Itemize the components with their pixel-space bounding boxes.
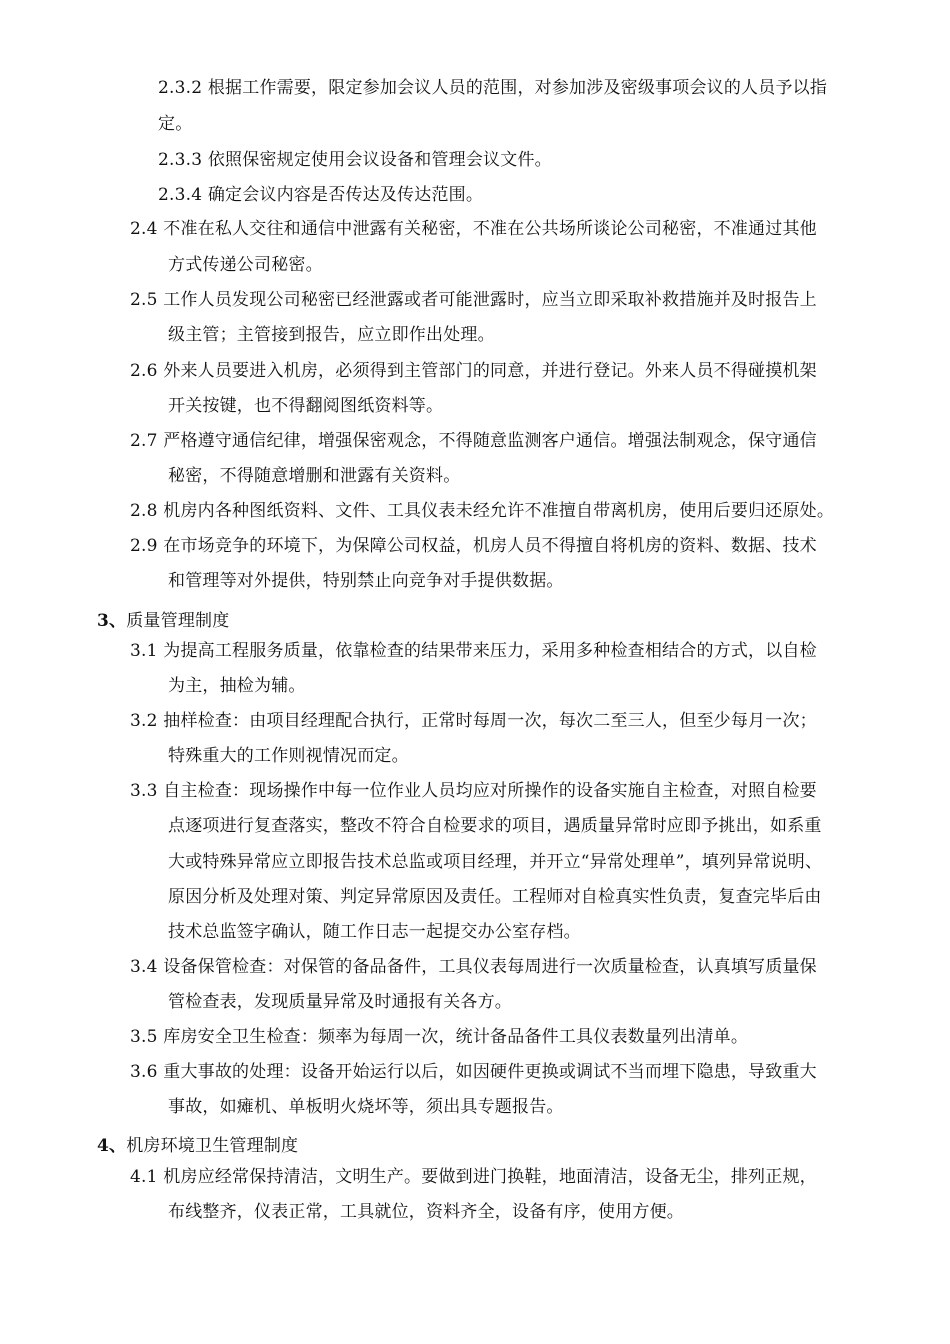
- item-2-6-line-2: 开关按键，也不得翻阅图纸资料等。: [168, 396, 444, 416]
- item-4-1-line-2: 布线整齐，仪表正常，工具就位，资料齐全，设备有序，使用方便。: [168, 1202, 684, 1222]
- item-3-3-line-5: 技术总监签字确认，随工作日志一起提交办公室存档。: [168, 922, 581, 942]
- item-2-4-line-2: 方式传递公司秘密。: [168, 255, 323, 275]
- item-2-3-2-line-1: 2.3.2 根据工作需要，限定参加会议人员的范围，对参加涉及密级事项会议的人员予以指: [158, 78, 828, 98]
- item-3-4-line-2: 管检查表，发现质量异常及时通报有关各方。: [168, 992, 512, 1012]
- item-2-8: 2.8 机房内各种图纸资料、文件、工具仪表未经允许不准擅自带离机房，使用后要归还原处。: [130, 501, 835, 521]
- item-3-4-line-1: 3.4 设备保管检查：对保管的备品备件，工具仪表每周进行一次质量检查，认真填写质量保: [130, 957, 817, 977]
- section-4-heading: [97, 1134, 298, 1158]
- item-3-3-line-3: 大或特殊异常应立即报告技术总监或项目经理，并开立“异常处理单”，填列异常说明、: [168, 852, 823, 872]
- item-2-4-line-1: 2.4 不准在私人交往和通信中泄露有关秘密，不准在公共场所谈论公司秘密，不准通过其他: [130, 219, 817, 239]
- item-3-3-line-4: 原因分析及处理对策、判定异常原因及责任。工程师对自检真实性负责，复查完毕后由: [168, 887, 822, 907]
- section-3-heading: [97, 609, 229, 633]
- item-2-9-line-1: 2.9 在市场竞争的环境下，为保障公司权益，机房人员不得擅自将机房的资料、数据、技术: [130, 536, 817, 556]
- item-3-3-line-2: 点逐项进行复查落实，整改不符合自检要求的项目，遇质量异常时应即予挑出，如系重: [168, 816, 822, 836]
- item-3-3-line-1: 3.3 自主检查：现场操作中每一位作业人员均应对所操作的设备实施自主检查，对照自检要: [130, 781, 817, 801]
- item-3-2-line-2: 特殊重大的工作则视情况而定。: [168, 746, 409, 766]
- section-3-title: 质量管理制度: [126, 611, 230, 631]
- section-4-title: 机房环境卫生管理制度: [126, 1136, 299, 1156]
- item-3-6-line-1: 3.6 重大事故的处理：设备开始运行以后，如因硬件更换或调试不当而埋下隐患，导致重大: [130, 1062, 817, 1082]
- item-2-3-4: 2.3.4 确定会议内容是否传达及传达范围。: [158, 185, 484, 205]
- item-3-1-line-2: 为主，抽检为辅。: [168, 676, 306, 696]
- item-3-6-line-2: 事故，如瘫机、单板明火烧坏等，须出具专题报告。: [168, 1097, 564, 1117]
- section-4-number: 4、: [97, 1136, 127, 1156]
- item-2-3-3: 2.3.3 依照保密规定使用会议设备和管理会议文件。: [158, 150, 552, 170]
- item-2-6-line-1: 2.6 外来人员要进入机房，必须得到主管部门的同意，并进行登记。外来人员不得碰摸机架: [130, 361, 817, 381]
- item-2-7-line-1: 2.7 严格遵守通信纪律，增强保密观念，不得随意监测客户通信。增强法制观念，保守通信: [130, 431, 817, 451]
- item-2-5-line-1: 2.5 工作人员发现公司秘密已经泄露或者可能泄露时，应当立即采取补救措施并及时报告上: [130, 290, 817, 310]
- item-2-5-line-2: 级主管；主管接到报告，应立即作出处理。: [168, 325, 495, 345]
- section-3-number: 3、: [97, 611, 127, 631]
- item-3-1-line-1: 3.1 为提高工程服务质量，依靠检查的结果带来压力，采用多种检查相结合的方式，以自检: [130, 641, 817, 661]
- item-2-7-line-2: 秘密，不得随意增删和泄露有关资料。: [168, 466, 461, 486]
- item-2-3-2-line-2: 定。: [158, 114, 193, 134]
- item-4-1-line-1: 4.1 机房应经常保持清洁，文明生产。要做到进门换鞋，地面清洁，设备无尘，排列正规，: [130, 1167, 817, 1187]
- item-3-5: 3.5 库房安全卫生检查：频率为每周一次，统计备品备件工具仪表数量列出清单。: [130, 1027, 749, 1047]
- item-3-2-line-1: 3.2 抽样检查：由项目经理配合执行，正常时每周一次，每次二至三人，但至少每月一次；: [130, 711, 817, 731]
- item-2-9-line-2: 和管理等对外提供，特别禁止向竞争对手提供数据。: [168, 571, 564, 591]
